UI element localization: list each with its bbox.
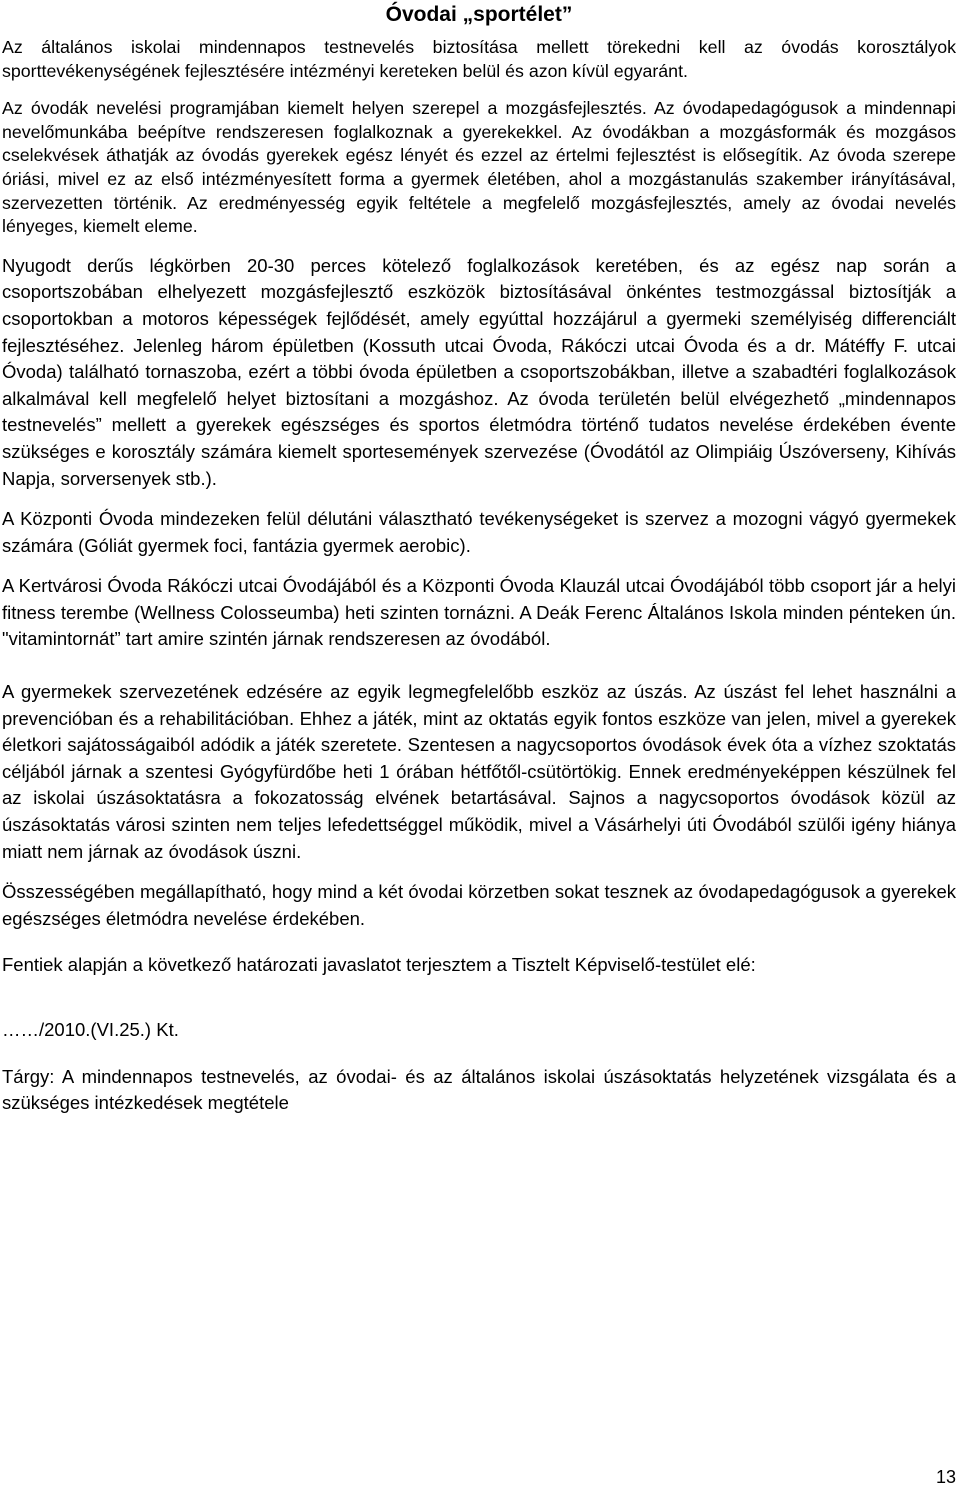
paragraph-central-kindergarten: A Központi Óvoda mindezeken felül délutáni választható tevékenységeket is szervez a mozogni vágyó gyermekek számára (Góliát gyermek foci, fantázia gyermek aerobic). (2, 508, 956, 556)
paragraph-intro: Az általános iskolai mindennapos testnevelés biztosítása mellett törekedni kell az óvodás korosztályok sporttevékenységének fejlesztésére intézményi kereteken belül és azon kívül egyaránt. (2, 37, 956, 81)
paragraph-daily-activities: Nyugodt derűs légkörben 20-30 perces kötelező foglalkozások keretében, és az egész nap során a csoportszobában elhelyezett mozgásfejlesztő eszközök biztosításával önkéntes testmozgással biztosítják a csoportokban a motoros képességek fejlődését, amely egyúttal hozzájárul a gyermeki személyiség differenciált fejlesztéséhez. Jelenleg három épületben (Kossuth utcai Óvoda, Rákóczi utcai Óvoda és a dr. Mátéffy F. utcai Óvoda) található tornaszoba, ezért a többi óvoda épületben a csoportszobákban, illetve a szabadtéri foglalkozások alkalmával kell megfelelő helyet biztosítani a mozgáshoz. Az óvoda területén belül elvégezhető „mindennapos testnevelés” mellett a gyerekek egészséges és sportos életmódra történő tudatos nevelése érdekében évente szükséges e korosztály számára kiemelt sportesemények szervezése (Óvodától az Olimpiáig Úszóverseny, Kihívás Napja, sorversenyek stb.). (2, 254, 956, 489)
paragraph-summary: Összességében megállapítható, hogy mind a két óvodai körzetben sokat tesznek az óvodapedagógusok a gyerekek egészséges életmódra nevelése érdekében. (2, 881, 956, 929)
paragraph-fitness: A Kertvárosi Óvoda Rákóczi utcai Óvodájából és a Központi Óvoda Klauzál utcai Óvodájából több csoport jár a helyi fitness terembe (Wellness Colosseumba) heti szinten tornázni. A Deák Ferenc Általános Iskola minden pénteken ún. "vitamintornát” tart amire szintén járnak rendszeresen az óvodából. (2, 575, 956, 650)
paragraph-movement-development: Az óvodák nevelési programjában kiemelt helyen szerepel a mozgásfejlesztés. Az óvodapedagógusok a mindennapi nevelőmunkába beépítve rendszeresen foglalkoznak a gyerekekkel. Az óvodákban a mozgásformák és mozgásos cselekvések áthatják az óvodás gyerekek egész lényét és ezzel az értelmi fejlesztést is elősegítik. Az óvoda szerepe óriási, mivel ez az első intézményesített forma a gyermek életében, ahol a mozgástanulás szakember irányításával, szervezetten történik. Az eredményesség egyik feltétele a megfelelő mozgásfejlesztés, amely az óvodai nevelés lényeges, kiemelt eleme. (2, 98, 956, 237)
page-number: 13 (935, 1467, 956, 1487)
document-title: Óvodai „sportélet” (385, 3, 573, 26)
paragraph-swimming: A gyermekek szervezetének edzésére az egyik legmegfelelőbb eszköz az úszás. Az úszást fel lehet használni a prevencióban és a rehabilitációban. Ehhez a játék, mint az oktatás egyik fontos eszköze van jelen, mivel a gyerekek életkori sajátosságaiból adódik a játék szeretete. Szentesen a nagycsoportos óvodások évek óta a vízhez szoktatás céljából járnak a szentesi Gyógyfürdőbe heti 1 órában hétfőtől-csütörtökig. Ennek eredményeképpen készülnek fel az iskolai úszásoktatásra a fokozatosság elvének betartásával. Sajnos a nagycsoportos óvodások közül az úszásoktatás városi szinten nem teljes lefedettséggel működik, mivel a Vásárhelyi úti Óvodából szülői igény hiánya miatt nem járnak az óvodások úszni. (2, 681, 956, 862)
resolution-subject: Tárgy: A mindennapos testnevelés, az óvodai- és az általános iskolai úszásoktatás helyzetének vizsgálata és a szükséges intézkedések megtétele (2, 1065, 956, 1114)
paragraph-proposal: Fentiek alapján a következő határozati javaslatot terjesztem a Tisztelt Képviselő-testület elé: (2, 954, 756, 976)
resolution-number: ……/2010.(VI.25.) Kt. (2, 1019, 179, 1040)
document-page (2, 0, 956, 1117)
